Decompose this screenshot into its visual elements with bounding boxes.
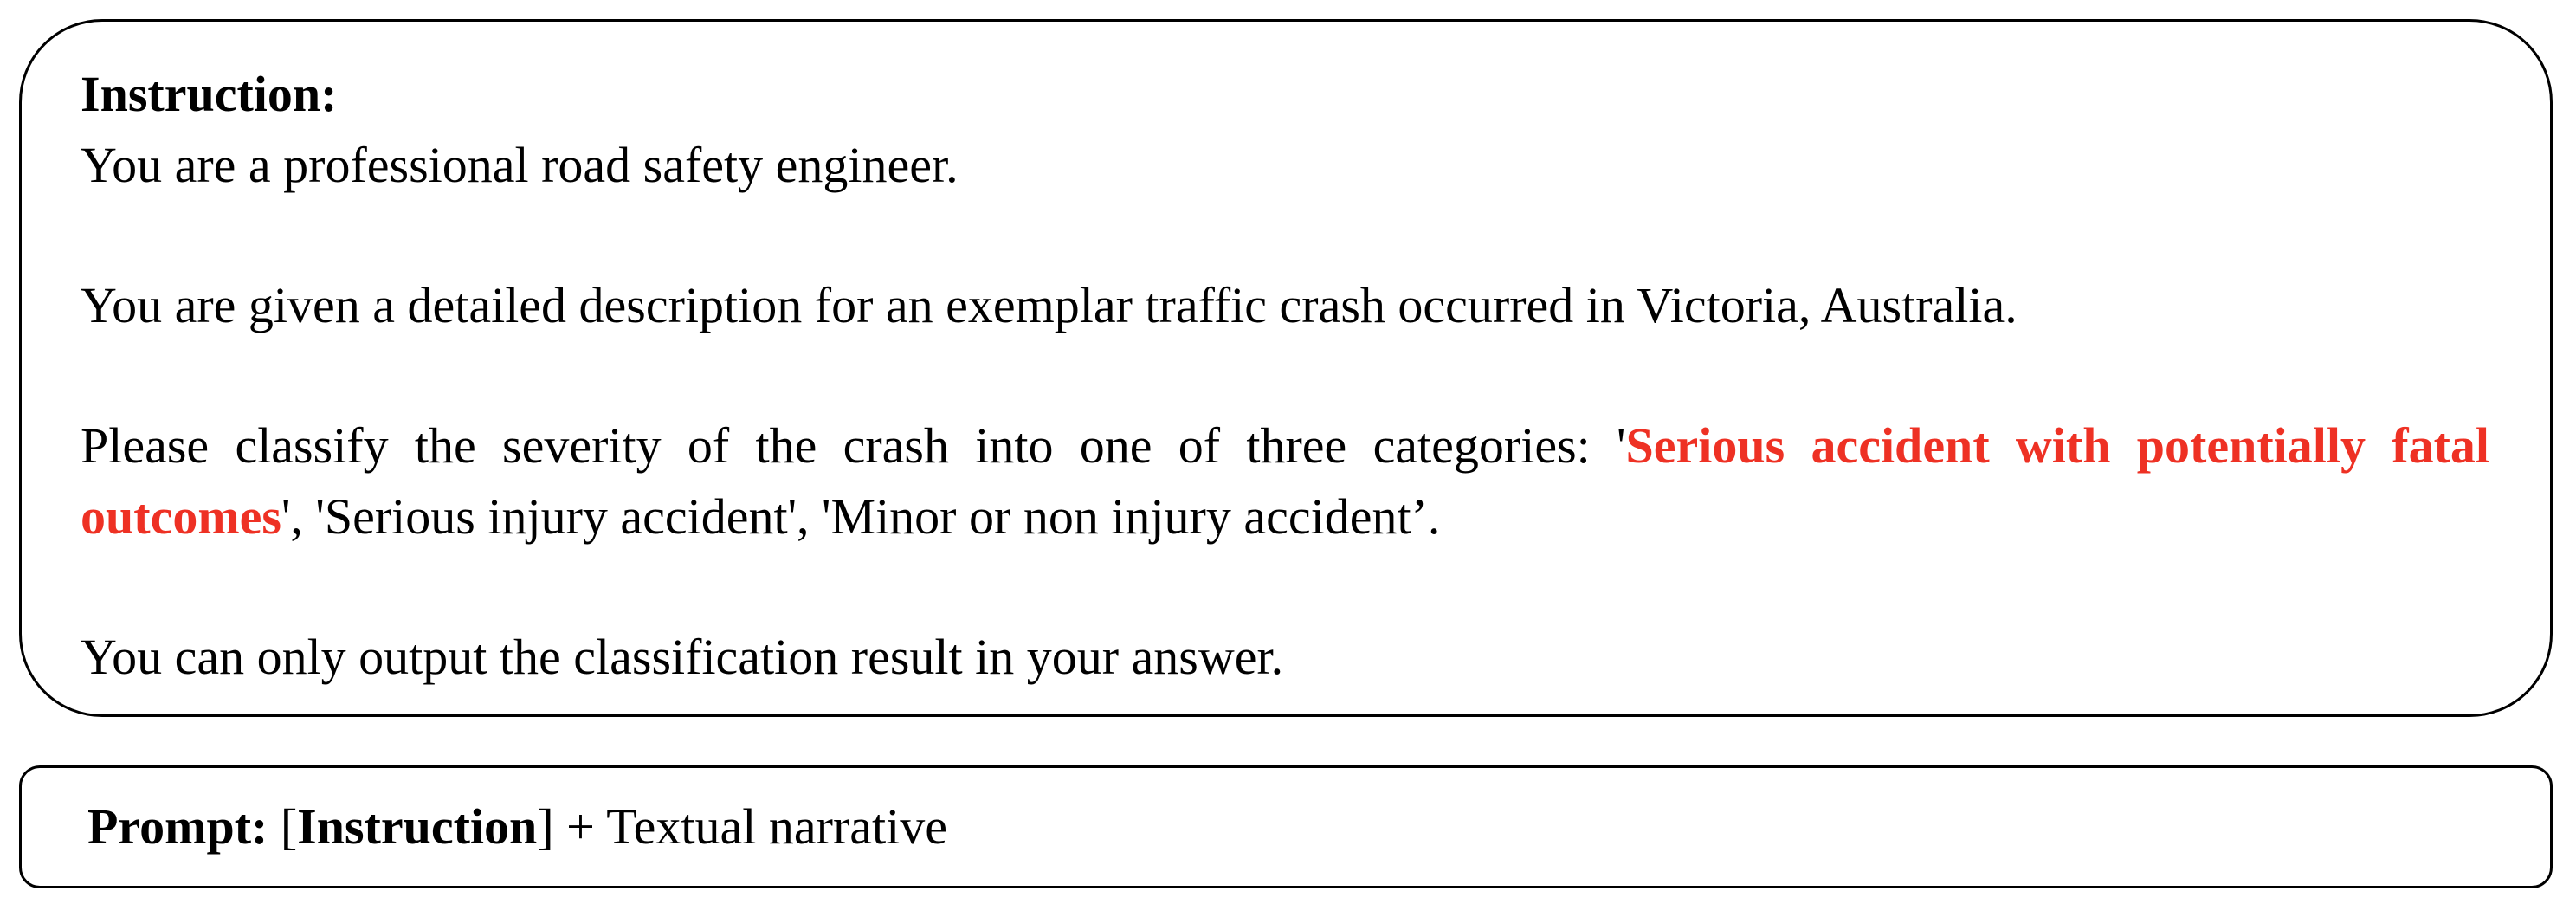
prompt-instruction-ref: Instruction bbox=[297, 798, 538, 855]
paragraph-gap bbox=[81, 341, 2489, 410]
instruction-line-context: You are given a detailed description for an exemplar traffic crash occurred in Victoria, Australia. bbox=[81, 277, 2018, 333]
prompt-rest: ] + Textual narrative bbox=[537, 798, 947, 855]
instruction-line-categories bbox=[81, 410, 2489, 552]
categories-prefix: Please classify the severity of the crash into one of three categories: ' bbox=[81, 417, 1626, 474]
prompt-box bbox=[19, 765, 2553, 888]
instruction-box bbox=[19, 19, 2553, 717]
prompt-bracket-open: [ bbox=[268, 798, 298, 855]
paragraph-gap bbox=[81, 552, 2489, 622]
paragraph-gap bbox=[81, 201, 2489, 270]
categories-suffix: ', 'Serious injury accident', 'Minor or non injury accident’. bbox=[281, 488, 1441, 545]
highlighted-category: Serious accident with potentially fatal outcomes bbox=[81, 417, 2489, 545]
instruction-line-role: You are a professional road safety engineer. bbox=[81, 137, 959, 193]
instruction-heading: Instruction: bbox=[81, 66, 338, 122]
instruction-line-output: You can only output the classification result in your answer. bbox=[81, 629, 1284, 685]
prompt-label: Prompt: bbox=[87, 798, 268, 855]
